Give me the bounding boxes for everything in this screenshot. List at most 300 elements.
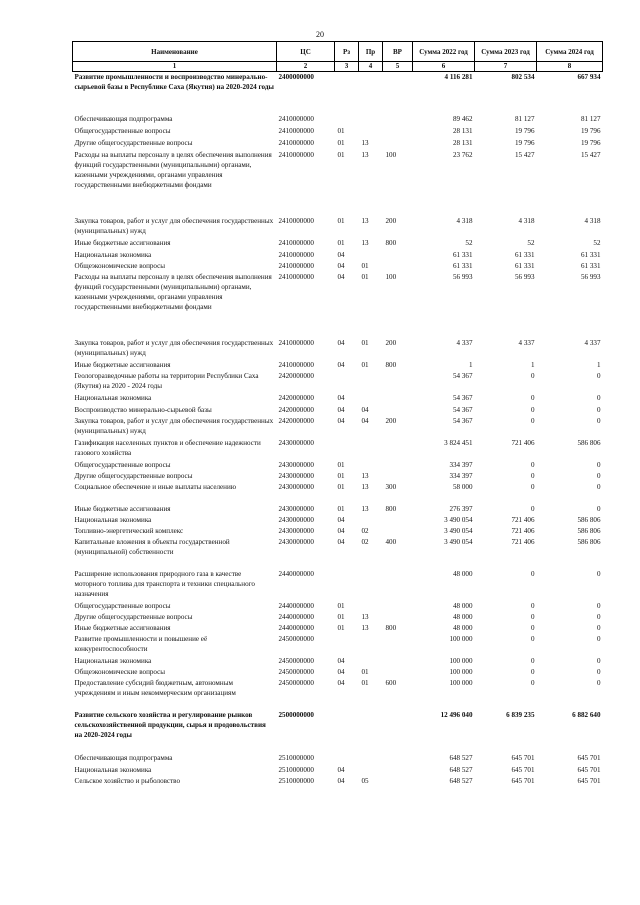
row-vr-cell <box>383 261 413 272</box>
table-row <box>73 504 603 515</box>
row-sum-2024-cell: 1 <box>596 360 601 369</box>
row-rz-cell: 04 <box>337 416 345 425</box>
row-cs-cell: 2410000000 <box>278 360 314 369</box>
col-number-7: 7 <box>475 62 537 72</box>
row-pr-cell: 13 <box>361 238 369 247</box>
row-sum-2023-cell: 721 406 <box>511 526 535 535</box>
row-sum-2022-cell: 52 <box>465 238 473 247</box>
row-cs-cell: 2410000000 <box>278 238 314 247</box>
row-sum-2024-cell: 0 <box>596 471 601 480</box>
row-pr-cell: 13 <box>361 150 369 159</box>
row-sum-2022-cell: 61 331 <box>452 250 473 259</box>
table-row <box>73 515 603 526</box>
row-cs-cell: 2450000000 <box>278 656 314 665</box>
row-pr-cell: 13 <box>361 504 369 513</box>
row-sum-2024-cell: 81 127 <box>580 114 601 123</box>
row-pr-cell <box>359 765 383 776</box>
row-sum-2024-cell: 4 337 <box>584 338 601 347</box>
row-sum-2023-cell: 0 <box>530 371 535 380</box>
row-sum-2023-cell: 645 701 <box>511 765 535 774</box>
header-cs: ЦС <box>277 42 335 62</box>
row-vr-cell <box>383 667 413 678</box>
row-rz-cell: 01 <box>337 460 345 469</box>
row-vr-cell <box>383 393 413 405</box>
row-sum-2022-cell: 4 116 281 <box>444 73 473 81</box>
row-sum-2022-cell: 23 762 <box>452 150 473 159</box>
row-cs-cell: 2430000000 <box>278 438 314 447</box>
header-vr: ВР <box>383 42 413 62</box>
row-sum-2024-cell: 586 806 <box>577 515 601 524</box>
col-number-4: 4 <box>359 62 383 72</box>
row-cs-cell: 2430000000 <box>278 537 314 546</box>
row-sum-2023-cell: 0 <box>530 612 535 621</box>
row-cs-cell: 2400000000 <box>278 73 314 81</box>
row-name-cell: Расходы на выплаты персоналу в целях обеспечения выполнения функций государственными (муниципальными) органами, казенными учреждениями, органами управления государственными внебюджетными фондами <box>74 150 272 189</box>
row-vr-cell <box>383 634 413 656</box>
row-vr-cell: 200 <box>385 416 397 425</box>
row-sum-2023-cell: 0 <box>530 471 535 480</box>
row-sum-2024-cell: 0 <box>596 416 601 425</box>
row-pr-cell: 01 <box>361 338 369 347</box>
row-name-cell: Капитальные вложения в объекты государственной (муниципальной) собственности <box>74 537 230 556</box>
row-vr-cell: 200 <box>385 338 397 347</box>
row-sum-2023-cell: 802 534 <box>511 73 535 81</box>
row-name-cell: Общеэкономические вопросы <box>74 261 166 270</box>
row-name-cell: Национальная экономика <box>74 765 152 774</box>
table-row <box>73 667 603 678</box>
table-row <box>73 360 603 371</box>
row-vr-cell: 200 <box>385 216 397 225</box>
table-row <box>73 623 603 634</box>
row-sum-2024-cell: 645 701 <box>577 753 601 762</box>
table-row <box>73 150 603 216</box>
row-rz-cell: 04 <box>337 526 345 535</box>
row-rz-cell: 01 <box>337 216 345 225</box>
table-header <box>73 42 603 72</box>
row-rz-cell: 01 <box>337 150 345 159</box>
row-rz-cell: 01 <box>337 601 345 610</box>
row-sum-2024-cell: 0 <box>596 405 601 414</box>
table-row <box>73 114 603 126</box>
row-name-cell: Обеспечивающая подпрограмма <box>74 114 173 123</box>
row-sum-2023-cell: 6 839 235 <box>506 710 535 719</box>
row-cs-cell: 2510000000 <box>278 765 314 774</box>
table-row <box>73 471 603 482</box>
row-sum-2024-cell: 15 427 <box>580 150 601 159</box>
row-rz-cell <box>335 371 359 393</box>
row-sum-2023-cell: 0 <box>530 405 535 414</box>
row-sum-2024-cell: 61 331 <box>580 261 601 270</box>
table-row <box>73 72 603 114</box>
row-sum-2022-cell: 54 367 <box>452 416 473 425</box>
row-sum-2022-cell: 1 <box>468 360 473 369</box>
row-rz-cell <box>335 753 359 765</box>
table-row <box>73 126 603 138</box>
row-vr-cell: 100 <box>385 150 397 159</box>
table-row <box>73 753 603 765</box>
row-name-cell: Другие общегосударственные вопросы <box>74 471 193 480</box>
row-sum-2022-cell: 4 318 <box>456 216 473 225</box>
row-name-cell: Социальное обеспечение и иные выплаты населению <box>74 482 237 491</box>
row-cs-cell: 2430000000 <box>278 515 314 524</box>
table-row <box>73 460 603 471</box>
row-pr-cell <box>359 710 383 753</box>
table-row <box>73 138 603 150</box>
row-rz-cell: 04 <box>337 765 345 774</box>
row-rz-cell: 04 <box>337 678 345 687</box>
header-sum-2024: Сумма 2024 год <box>537 42 603 62</box>
row-cs-cell: 2410000000 <box>278 272 314 281</box>
row-cs-cell: 2510000000 <box>278 753 314 762</box>
row-pr-cell: 01 <box>361 360 369 369</box>
row-cs-cell: 2410000000 <box>278 216 314 225</box>
row-sum-2024-cell: 0 <box>596 612 601 621</box>
row-name-cell: Национальная экономика <box>74 515 152 524</box>
row-vr-cell <box>383 405 413 416</box>
row-name-cell: Общегосударственные вопросы <box>74 460 171 469</box>
row-sum-2023-cell: 0 <box>530 678 535 687</box>
row-sum-2023-cell: 721 406 <box>511 515 535 524</box>
table-row <box>73 416 603 438</box>
table-row <box>73 482 603 504</box>
row-rz-cell: 01 <box>337 504 345 513</box>
row-rz-cell: 04 <box>337 338 345 347</box>
row-name-cell: Закупка товаров, работ и услуг для обеспечения государственных (муниципальных) нужд <box>74 416 274 435</box>
row-rz-cell: 01 <box>337 126 345 135</box>
row-pr-cell: 05 <box>361 776 369 785</box>
row-cs-cell: 2430000000 <box>278 526 314 535</box>
row-sum-2023-cell: 0 <box>530 623 535 632</box>
row-pr-cell <box>359 114 383 126</box>
header-name: Наименование <box>73 42 277 62</box>
row-sum-2024-cell: 667 934 <box>577 73 601 81</box>
row-pr-cell <box>359 634 383 656</box>
row-pr-cell: 01 <box>361 678 369 687</box>
row-sum-2022-cell: 648 527 <box>449 765 473 774</box>
row-rz-cell <box>335 710 359 753</box>
budget-table <box>72 41 603 787</box>
row-sum-2022-cell: 28 131 <box>452 138 473 147</box>
row-pr-cell <box>359 460 383 471</box>
row-rz-cell: 01 <box>337 612 345 621</box>
row-rz-cell <box>335 569 359 601</box>
row-sum-2023-cell: 61 331 <box>514 250 535 259</box>
row-name-cell: Закупка товаров, работ и услуг для обеспечения государственных (муниципальных) нужд <box>74 338 274 357</box>
row-vr-cell <box>383 612 413 623</box>
row-name-cell: Геологоразведочные работы на территории Республики Саха (Якутия) на 2020 - 2024 годы <box>74 371 259 390</box>
table-row <box>73 765 603 776</box>
row-name-cell: Воспроизводство минерально-сырьевой базы <box>74 405 212 414</box>
row-sum-2024-cell: 0 <box>596 460 601 469</box>
table-row <box>73 678 603 710</box>
row-sum-2023-cell: 0 <box>530 482 535 491</box>
row-rz-cell: 04 <box>337 537 345 546</box>
row-sum-2024-cell: 0 <box>596 656 601 665</box>
row-sum-2022-cell: 3 490 054 <box>444 537 473 546</box>
table-row <box>73 634 603 656</box>
table-row <box>73 261 603 272</box>
row-vr-cell: 600 <box>385 678 397 687</box>
row-sum-2022-cell: 3 824 451 <box>444 438 473 447</box>
table-row <box>73 338 603 360</box>
row-pr-cell: 13 <box>361 612 369 621</box>
col-number-6: 6 <box>413 62 475 72</box>
row-vr-cell: 400 <box>385 537 397 546</box>
row-pr-cell: 13 <box>361 482 369 491</box>
table-row <box>73 216 603 238</box>
row-rz-cell: 04 <box>337 405 345 414</box>
row-cs-cell: 2430000000 <box>278 504 314 513</box>
row-sum-2023-cell: 645 701 <box>511 776 535 785</box>
row-vr-cell <box>383 371 413 393</box>
row-pr-cell <box>359 753 383 765</box>
row-rz-cell <box>335 438 359 460</box>
table-row <box>73 438 603 460</box>
row-pr-cell: 01 <box>361 272 369 281</box>
row-rz-cell: 04 <box>337 250 345 259</box>
row-rz-cell: 04 <box>337 776 345 785</box>
row-pr-cell: 02 <box>361 526 369 535</box>
row-name-cell: Общеэкономические вопросы <box>74 667 166 676</box>
row-rz-cell <box>335 72 359 114</box>
row-sum-2024-cell: 0 <box>596 634 601 643</box>
row-pr-cell: 13 <box>361 216 369 225</box>
row-cs-cell: 2430000000 <box>278 460 314 469</box>
row-sum-2023-cell: 19 796 <box>514 138 535 147</box>
row-sum-2024-cell: 19 796 <box>580 126 601 135</box>
row-cs-cell: 2420000000 <box>278 416 314 425</box>
row-vr-cell: 300 <box>385 482 397 491</box>
row-sum-2022-cell: 3 490 054 <box>444 526 473 535</box>
row-sum-2024-cell: 6 882 640 <box>572 710 601 719</box>
row-sum-2023-cell: 15 427 <box>514 150 535 159</box>
row-vr-cell <box>383 710 413 753</box>
row-sum-2023-cell: 0 <box>530 416 535 425</box>
row-cs-cell: 2450000000 <box>278 667 314 676</box>
row-name-cell: Топливно-энергетический комплекс <box>74 526 184 535</box>
table-row <box>73 371 603 393</box>
row-sum-2022-cell: 276 397 <box>449 504 473 513</box>
row-sum-2024-cell: 61 331 <box>580 250 601 259</box>
row-rz-cell: 01 <box>337 238 345 247</box>
row-pr-cell: 13 <box>361 471 369 480</box>
col-number-2: 2 <box>277 62 335 72</box>
row-sum-2023-cell: 0 <box>530 569 535 578</box>
row-pr-cell: 04 <box>361 405 369 414</box>
row-pr-cell <box>359 569 383 601</box>
row-name-cell: Иные бюджетные ассигнования <box>74 360 171 369</box>
row-pr-cell: 04 <box>361 416 369 425</box>
row-cs-cell: 2420000000 <box>278 393 314 402</box>
row-rz-cell: 01 <box>337 138 345 147</box>
row-sum-2024-cell: 19 796 <box>580 138 601 147</box>
header-sum-2022: Сумма 2022 год <box>413 42 475 62</box>
row-rz-cell: 04 <box>337 261 345 270</box>
row-rz-cell: 01 <box>337 623 345 632</box>
row-name-cell: Общегосударственные вопросы <box>74 601 171 610</box>
row-cs-cell: 2510000000 <box>278 776 314 785</box>
table-row <box>73 569 603 601</box>
row-sum-2022-cell: 48 000 <box>452 601 473 610</box>
row-sum-2023-cell: 0 <box>530 634 535 643</box>
row-rz-cell <box>335 114 359 126</box>
row-cs-cell: 2440000000 <box>278 569 314 578</box>
row-pr-cell <box>359 126 383 138</box>
row-name-cell: Закупка товаров, работ и услуг для обеспечения государственных (муниципальных) нужд <box>74 216 274 235</box>
row-sum-2023-cell: 0 <box>530 656 535 665</box>
row-sum-2022-cell: 54 367 <box>452 393 473 402</box>
table-row <box>73 272 603 338</box>
row-name-cell: Другие общегосударственные вопросы <box>74 612 193 621</box>
row-sum-2022-cell: 334 397 <box>449 471 473 480</box>
row-sum-2022-cell: 100 000 <box>449 656 473 665</box>
row-cs-cell: 2410000000 <box>278 261 314 270</box>
row-sum-2022-cell: 54 367 <box>452 405 473 414</box>
row-sum-2023-cell: 0 <box>530 504 535 513</box>
row-sum-2024-cell: 0 <box>596 569 601 578</box>
table-row <box>73 612 603 623</box>
row-pr-cell <box>359 656 383 667</box>
row-sum-2022-cell: 61 331 <box>452 261 473 270</box>
row-vr-cell: 800 <box>385 360 397 369</box>
row-name-cell: Национальная экономика <box>74 250 152 259</box>
row-name-cell: Иные бюджетные ассигнования <box>74 504 171 513</box>
row-sum-2022-cell: 56 993 <box>452 272 473 281</box>
row-sum-2022-cell: 648 527 <box>449 776 473 785</box>
row-sum-2024-cell: 586 806 <box>577 526 601 535</box>
header-pr: Пр <box>359 42 383 62</box>
row-name-cell: Национальная экономика <box>74 656 152 665</box>
row-sum-2022-cell: 54 367 <box>452 371 473 380</box>
row-sum-2024-cell: 586 806 <box>577 537 601 546</box>
row-sum-2022-cell: 28 131 <box>452 126 473 135</box>
row-cs-cell: 2440000000 <box>278 623 314 632</box>
row-sum-2024-cell: 645 701 <box>577 776 601 785</box>
table-row <box>73 405 603 416</box>
table-row <box>73 250 603 261</box>
row-pr-cell <box>359 250 383 261</box>
table-row <box>73 710 603 753</box>
row-pr-cell <box>359 438 383 460</box>
row-sum-2023-cell: 1 <box>530 360 535 369</box>
row-cs-cell: 2410000000 <box>278 138 314 147</box>
row-sum-2024-cell: 586 806 <box>577 438 601 447</box>
row-pr-cell: 02 <box>361 537 369 546</box>
row-sum-2024-cell: 0 <box>596 504 601 513</box>
row-pr-cell <box>359 601 383 612</box>
row-sum-2023-cell: 0 <box>530 460 535 469</box>
row-cs-cell: 2430000000 <box>278 482 314 491</box>
row-sum-2024-cell: 56 993 <box>580 272 601 281</box>
row-sum-2024-cell: 0 <box>596 678 601 687</box>
row-pr-cell <box>359 371 383 393</box>
row-sum-2022-cell: 3 490 054 <box>444 515 473 524</box>
row-sum-2022-cell: 334 397 <box>449 460 473 469</box>
row-sum-2023-cell: 4 318 <box>518 216 535 225</box>
row-vr-cell <box>383 601 413 612</box>
row-sum-2022-cell: 648 527 <box>449 753 473 762</box>
row-pr-cell: 13 <box>361 623 369 632</box>
table-row <box>73 393 603 405</box>
row-sum-2024-cell: 4 318 <box>584 216 601 225</box>
row-name-cell: Обеспечивающая подпрограмма <box>74 753 173 762</box>
row-vr-cell <box>383 776 413 787</box>
table-body <box>73 72 603 787</box>
row-vr-cell <box>383 515 413 526</box>
row-cs-cell: 2500000000 <box>278 710 314 719</box>
page-number: 20 <box>316 30 324 39</box>
row-sum-2022-cell: 48 000 <box>452 612 473 621</box>
table-row <box>73 537 603 569</box>
header-sum-2023: Сумма 2023 год <box>475 42 537 62</box>
table-row <box>73 238 603 250</box>
row-cs-cell: 2440000000 <box>278 612 314 621</box>
row-vr-cell <box>383 250 413 261</box>
row-sum-2022-cell: 58 000 <box>452 482 473 491</box>
row-sum-2023-cell: 61 331 <box>514 261 535 270</box>
row-name-cell: Иные бюджетные ассигнования <box>74 238 171 247</box>
row-vr-cell <box>383 471 413 482</box>
row-sum-2022-cell: 4 337 <box>456 338 473 347</box>
row-pr-cell <box>359 515 383 526</box>
row-vr-cell <box>383 656 413 667</box>
row-name-cell: Расширение использования природного газа в качестве моторного топлива для транспорта и техники специального назначения <box>74 569 255 598</box>
table-row <box>73 526 603 537</box>
col-number-1: 1 <box>73 62 277 72</box>
row-cs-cell: 2420000000 <box>278 371 314 380</box>
row-rz-cell: 04 <box>337 667 345 676</box>
header-rz: Рз <box>335 42 359 62</box>
row-sum-2024-cell: 0 <box>596 482 601 491</box>
row-sum-2023-cell: 81 127 <box>514 114 535 123</box>
row-sum-2023-cell: 645 701 <box>511 753 535 762</box>
row-sum-2024-cell: 52 <box>593 238 601 247</box>
row-cs-cell: 2410000000 <box>278 114 314 123</box>
row-sum-2023-cell: 721 406 <box>511 438 535 447</box>
row-pr-cell <box>359 393 383 405</box>
table-row <box>73 776 603 787</box>
row-sum-2023-cell: 56 993 <box>514 272 535 281</box>
col-number-3: 3 <box>335 62 359 72</box>
row-vr-cell <box>383 114 413 126</box>
row-vr-cell <box>383 460 413 471</box>
row-cs-cell: 2450000000 <box>278 678 314 687</box>
row-name-cell: Развитие сельского хозяйства и регулирование рынков сельскохозяйственной продукции, сырья и продовольствия на 2020-2024 годы <box>74 710 266 739</box>
row-name-cell: Иные бюджетные ассигнования <box>74 623 171 632</box>
row-vr-cell: 100 <box>385 272 397 281</box>
row-vr-cell <box>383 438 413 460</box>
row-rz-cell: 04 <box>337 272 345 281</box>
row-sum-2022-cell: 100 000 <box>449 667 473 676</box>
row-vr-cell <box>383 526 413 537</box>
row-vr-cell: 800 <box>385 504 397 513</box>
row-pr-cell: 13 <box>361 138 369 147</box>
row-sum-2022-cell: 100 000 <box>449 678 473 687</box>
row-rz-cell: 04 <box>337 515 345 524</box>
row-name-cell: Развитие промышленности и воспроизводство минерально-сырьевой базы в Республике Саха (Якутия) на 2020-2024 годы <box>74 73 274 91</box>
col-number-5: 5 <box>383 62 413 72</box>
row-name-cell: Национальная экономика <box>74 393 152 402</box>
row-name-cell: Развитие промышленности и повышение её конкурентоспособности <box>74 634 208 653</box>
row-sum-2023-cell: 721 406 <box>511 537 535 546</box>
row-vr-cell <box>383 569 413 601</box>
row-rz-cell: 04 <box>337 393 345 402</box>
row-name-cell: Другие общегосударственные вопросы <box>74 138 193 147</box>
row-sum-2023-cell: 19 796 <box>514 126 535 135</box>
row-sum-2022-cell: 12 496 040 <box>440 710 473 719</box>
row-name-cell: Предоставление субсидий бюджетным, автономным учреждениям и иным некоммерческим организациям <box>74 678 236 697</box>
row-rz-cell: 04 <box>337 360 345 369</box>
